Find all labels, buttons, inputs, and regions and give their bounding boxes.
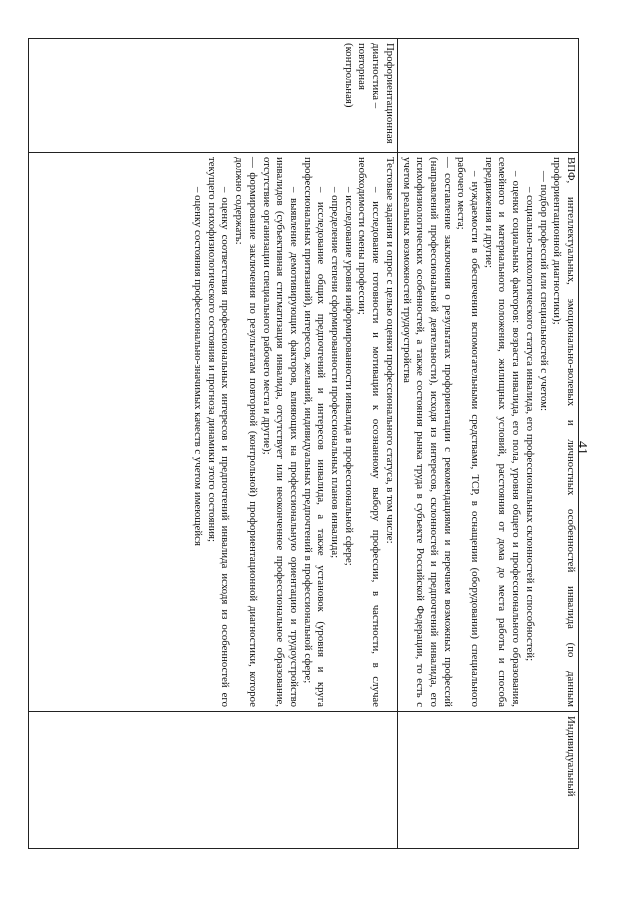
content-line: – выявление демотивирующих факторов, влияющих на профессиональную ориентацию и трудоустройство инвалидов (субъективная стигматизация инвалида, отсутствует или неоконченное профессиональное образование, отсутствие организации специального рабочего места и другие); [260, 157, 300, 707]
content-line: — формирование заключения по результатам повторной (контрольной) профориентационной диагностики, которое должно содержать: [233, 157, 259, 707]
content-line: – оценку соответствия профессиональных интересов и предпочтений инвалида исходя из особенностей его текущего психофизиологического состояния и прогноза динамики этого состояния; [205, 157, 232, 707]
form-cell: Индивидуальный [397, 712, 578, 849]
page-number: 41 [574, 441, 589, 455]
content-cell [28, 153, 397, 712]
content-line: – исследование готовности и мотивации к осознанному выбору профессии, в частности, в случае необходимости смены профессии; [356, 157, 383, 707]
content-line: – определение степени сформированности профессиональных планов инвалида; [329, 187, 342, 559]
form-cell [28, 712, 397, 849]
content-line: – исследование уровня информированности инвалида в профессиональной сфере; [342, 187, 355, 566]
content-line: – оценки социальных факторов: возраста инвалида, его пола, уровня общего и профессионального образования, семейного и материального положения, жилищных условий, расстояния от дома до места работы и способа передвижения и другие; [482, 157, 523, 707]
content-line: – исследование общих предпочтений и интересов инвалида, а также установок (уровня и круга профессиональных притязаний), интересов, желаний, индивидуальных предпочтений в профессиональной сфере; [301, 157, 328, 707]
content-line: – оценку состояния профессионально-значимых качеств с учетом имеющейся [192, 187, 205, 546]
stage-cell: Профориентационная диагностика – повторная (контрольная) [28, 39, 397, 153]
table-row [397, 39, 578, 849]
content-line: – социально-психологического статуса инвалида, его профессиональных склонностей и способностей; [523, 187, 536, 662]
content-line: – нуждаемости в обеспечении вспомогательными средствами, ТСР, в оснащении (оборудовании) специального рабочего места; [455, 157, 482, 707]
services-table [28, 38, 579, 849]
content-line: — подбор профессий или специальностей с учетом: [537, 171, 550, 412]
stage-cell [397, 39, 578, 153]
table-row [28, 39, 397, 849]
content-line: Тестовые задания и опрос с целью оценки профессионального статуса, в том числе: [383, 157, 396, 544]
content-cell [397, 153, 578, 712]
content-line: — составление заключения о результатах профориентации с рекомендациями и перечнем возможных профессий (направлений профессиональной деятельности), исходя из интересов, склонностей и предпочтений инвалида, его психофизиологических особенностей, а также состояния рынка труда в субъекте Российской Федерации, то есть с учетом реальных возможностей трудоустройства [400, 157, 454, 707]
rotated-document [73, 38, 579, 848]
content-line: ВПФ, интеллектуальных, эмоционально-волевых и личностных особенностей инвалида (по данным профориентационной диагностики); [551, 157, 577, 707]
